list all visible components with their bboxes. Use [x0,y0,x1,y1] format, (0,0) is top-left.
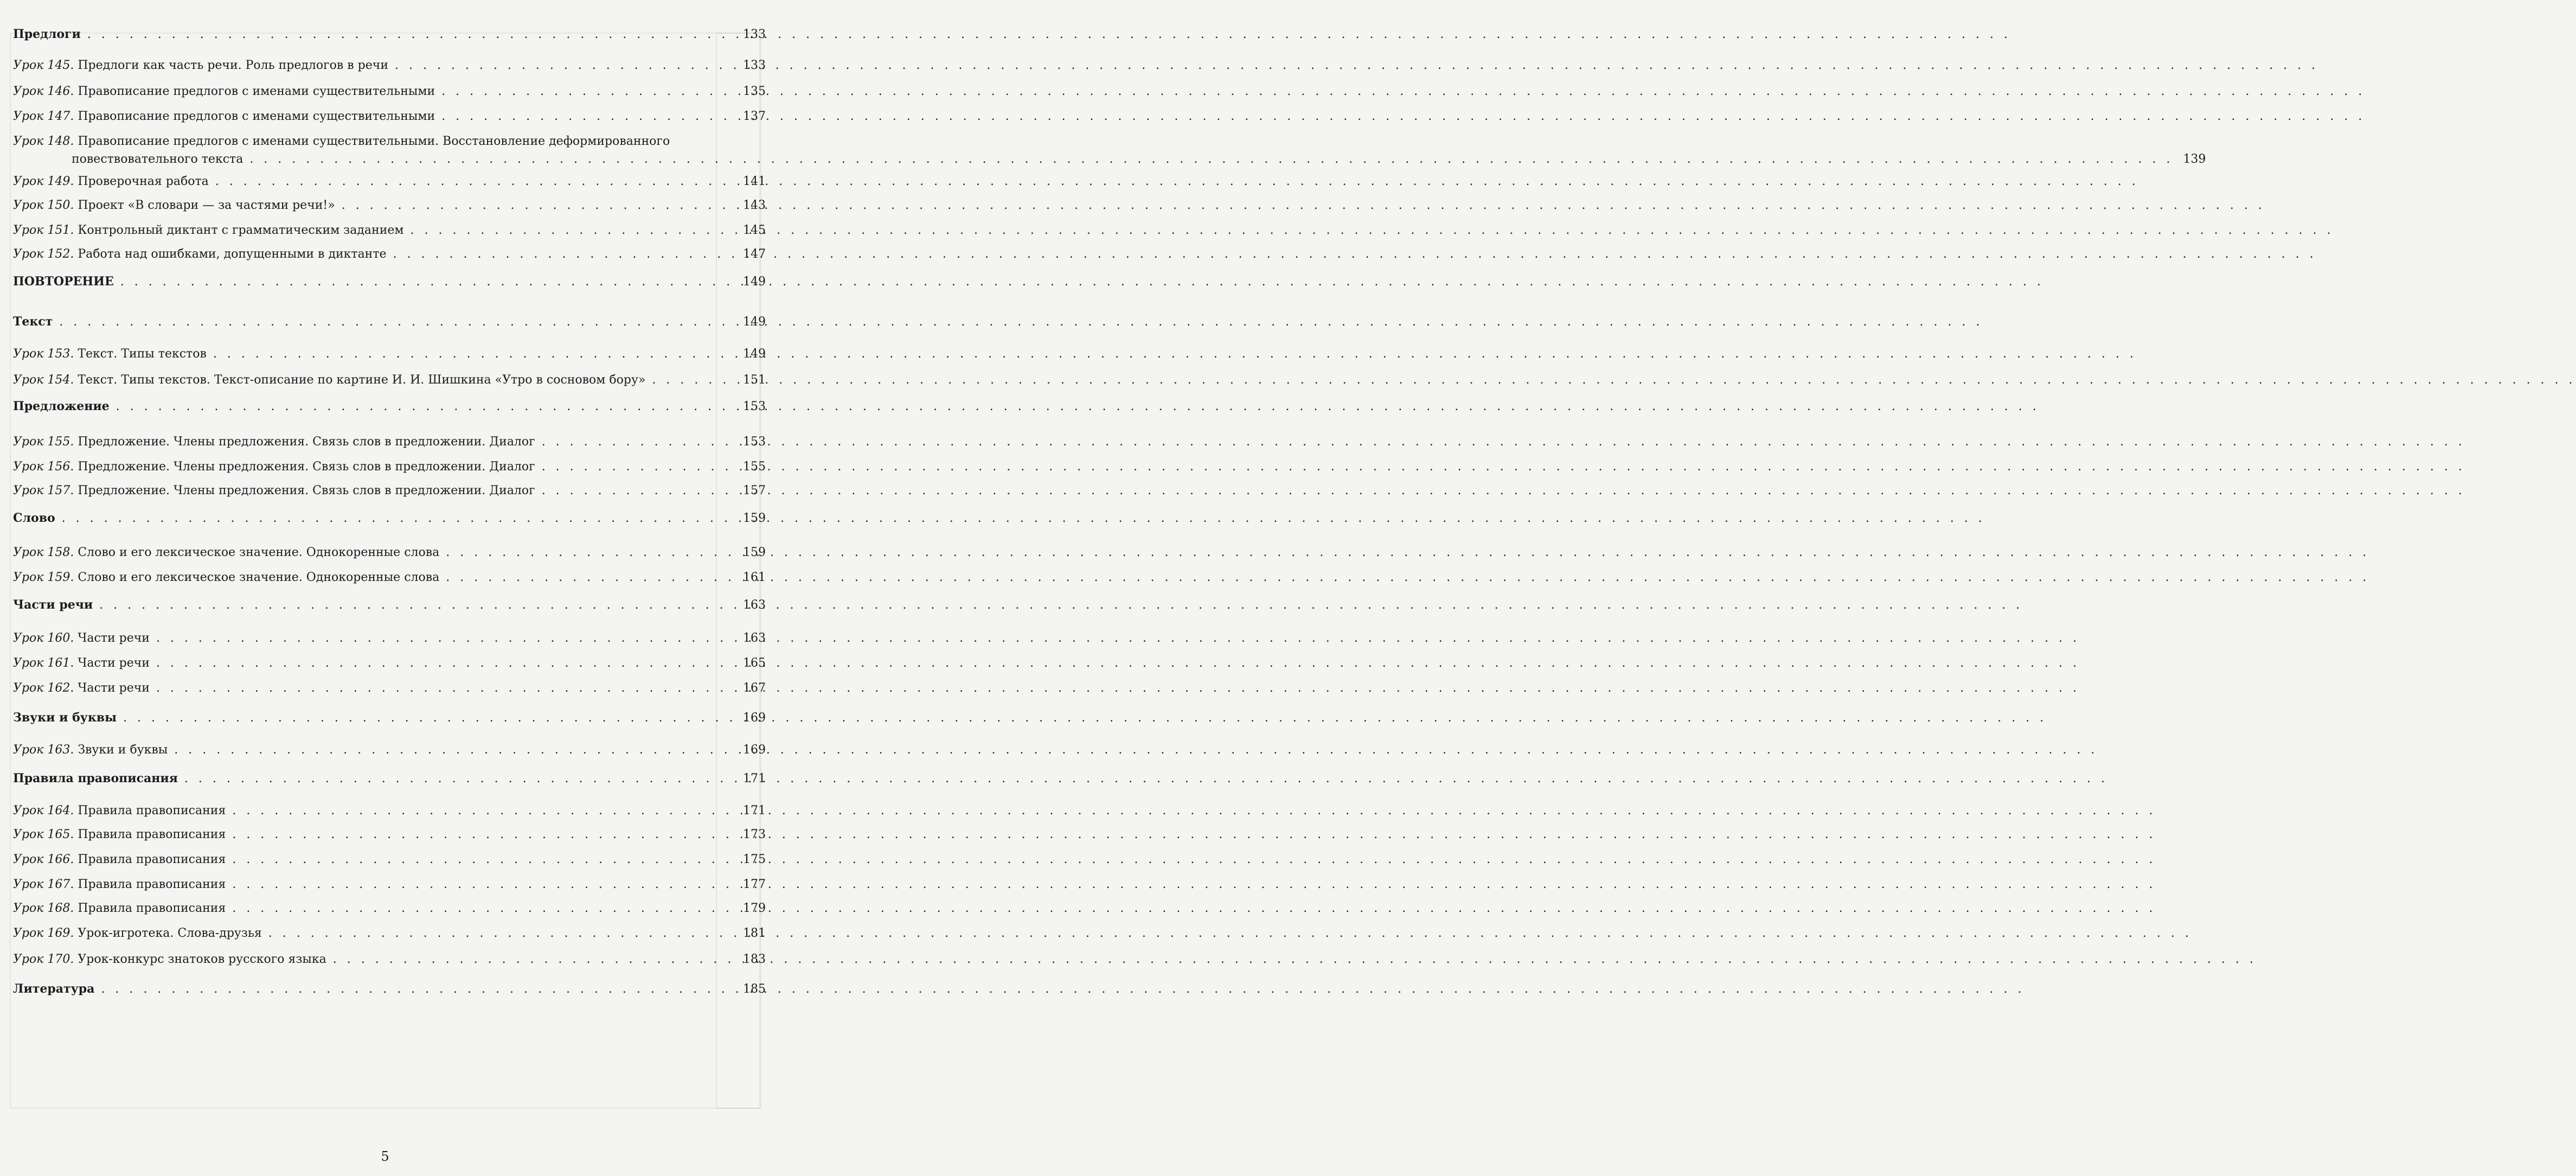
toc-section-row [13,314,766,330]
leader-dots [99,597,2023,613]
toc-page-number: 167 [743,681,766,695]
leader-dots [120,274,2044,290]
toc-lesson-row [13,346,766,362]
toc-section-row [13,273,766,290]
lesson-title: Правописание предлогов с именами существительными [78,110,435,123]
toc-lesson-row [13,570,766,586]
lesson-number: Урок 149. [13,175,74,188]
lesson-number: Урок 147. [13,110,74,123]
lesson-title: Урок-конкурс знатоков русского языка [78,953,326,966]
lesson-number: Урок 154. [13,373,74,387]
toc-lesson-row [13,852,766,868]
lesson-title: Предложение. Члены предложения. Связь слов в предложении. Диалог [78,484,535,497]
leader-dots [156,655,2080,672]
leader-dots [446,545,2369,561]
toc-section-row [13,510,766,527]
lesson-title: Предлоги как часть речи. Роль предлогов в речи [78,59,388,72]
leader-dots [542,483,2465,499]
toc-lesson-row [13,900,766,917]
leader-dots [446,570,2369,586]
section-title: Литература [13,982,95,996]
toc-page-number: 145 [743,223,766,237]
toc-page-number: 169 [743,711,766,725]
toc-page-number: 175 [743,853,766,866]
lesson-title: Правописание предлогов с именами существительными [78,85,435,98]
leader-dots [156,680,2080,696]
lesson-number: Урок 161. [13,656,74,670]
toc-lesson-row [13,459,766,475]
lesson-number: Урок 164. [13,804,74,817]
lesson-title: Правила правописания [78,828,226,841]
toc-lesson-row [13,630,766,647]
lesson-number: Урок 148. [13,135,74,148]
toc-section-row [13,710,766,726]
lesson-number: Урок 166. [13,853,74,866]
toc-lesson-row [13,827,766,843]
lesson-title: Урок-игротека. Слова-друзья [78,926,262,940]
toc-lesson-row [13,372,766,388]
toc-page-number: 171 [743,772,766,785]
toc-page-number: 171 [743,804,766,817]
lesson-title: Текст. Типы текстов. Текст-описание по картине И. И. Шишкина «Утро в сосновом бору» [78,373,646,387]
toc-page-number: 159 [743,512,766,525]
toc-page-number: 141 [743,175,766,188]
toc-page-number: 149 [743,347,766,361]
lesson-title: Части речи [78,631,150,645]
lesson-title: Правила правописания [78,878,226,891]
leader-dots [232,852,2156,868]
lesson-title: Слово и его лексическое значение. Однокоренные слова [78,571,440,584]
lesson-title: Предложение. Члены предложения. Связь слов в предложении. Диалог [78,460,535,474]
lesson-number: Урок 151. [13,223,74,237]
toc-lesson-row [13,57,766,74]
lesson-number: Урок 145. [13,59,74,72]
leader-dots [333,951,2257,968]
lesson-number: Урок 146. [13,85,74,98]
toc-section-row [13,26,766,43]
leader-dots [249,150,2173,168]
lesson-number: Урок 163. [13,743,74,757]
leader-dots [232,827,2156,843]
lesson-title: Правила правописания [78,853,226,866]
leader-dots [441,84,2365,100]
leader-dots [59,314,1983,330]
toc-page-number: 169 [743,743,766,757]
toc-page-number: 161 [743,571,766,584]
toc-lesson-row [13,545,766,561]
toc-section-row [13,597,766,613]
lesson-title: Проект «В словари — за частями речи!» [78,199,335,212]
toc-page-number: 165 [743,656,766,670]
leader-dots [123,710,2047,726]
lesson-number: Урок 152. [13,247,74,261]
leader-dots [232,803,2156,819]
lesson-title: Звуки и буквы [78,743,168,757]
leader-dots [213,346,2137,362]
toc-page-number: 177 [743,878,766,891]
toc-page-number: 153 [743,400,766,413]
leader-dots [268,925,2192,942]
lesson-number: Урок 162. [13,681,74,695]
toc-page-number: 151 [743,373,766,387]
lesson-title-line-1: Правописание предлогов с именами существительными. Восстановление деформированного [78,135,670,148]
leader-dots [215,174,2139,190]
lesson-number: Урок 158. [13,546,74,559]
toc-lesson-row [13,655,766,672]
lesson-number: Урок 153. [13,347,74,361]
toc-page-number: 181 [743,926,766,940]
toc-page-number: 153 [743,435,766,449]
section-title: Звуки и буквы [13,711,117,725]
lesson-title: Правила правописания [78,902,226,915]
leader-dots [542,434,2465,450]
toc-page-number: 133 [743,28,766,41]
leader-dots [411,222,2334,239]
lesson-title-line-2: повествовательного текста [72,152,243,166]
toc-section-row [13,981,766,998]
lesson-title: Части речи [78,681,150,695]
lesson-title: Работа над ошибками, допущенными в диктанте [78,247,387,261]
lesson-number: Урок 168. [13,902,74,915]
section-title: Части речи [13,598,93,612]
leader-dots [62,510,1985,527]
lesson-number: Урок 157. [13,484,74,497]
toc-lesson-row [13,434,766,450]
leader-dots [116,399,2040,415]
toc-page-number: 143 [743,199,766,212]
lesson-number: Урок 156. [13,460,74,474]
toc-lesson-row [13,246,766,263]
toc-page-number: 163 [743,631,766,645]
toc-page-number: 133 [743,59,766,72]
lesson-number: Урок 169. [13,926,74,940]
leader-dots [441,108,2365,125]
toc-lesson-row [13,742,766,758]
toc-page-number: 137 [743,110,766,123]
toc-page-number: 163 [743,598,766,612]
toc-lesson-row [13,108,766,125]
toc-page-number: 149 [743,275,766,289]
lesson-title: Текст. Типы текстов [78,347,207,361]
lesson-number: Урок 165. [13,828,74,841]
toc-lesson-row [13,951,766,968]
section-title: Слово [13,511,55,525]
lesson-number: Урок 170. [13,953,74,966]
section-title: ПОВТОРЕНИЕ [13,274,114,289]
toc-page-number: 155 [743,460,766,474]
leader-dots [156,630,2080,647]
leader-dots [101,981,2024,998]
lesson-title: Контрольный диктант с грамматическим заданием [78,223,404,237]
toc-page-number: 157 [743,484,766,497]
lesson-number: Урок 167. [13,878,74,891]
leader-dots [542,459,2465,475]
leader-dots [342,197,2265,214]
toc-page-number: 173 [743,828,766,841]
toc-page-number: 147 [743,247,766,261]
lesson-title: Предложение. Члены предложения. Связь слов в предложении. Диалог [78,435,535,449]
lesson-number: Урок 160. [13,631,74,645]
toc-lesson-row [13,483,766,499]
toc-lesson-row [13,680,766,696]
section-title: Текст [13,315,53,329]
toc-lesson-row [13,877,766,893]
toc-page-number: 185 [743,982,766,996]
toc-page-number: 183 [743,953,766,966]
toc-lesson-row [13,84,766,100]
leader-dots [232,900,2156,917]
leader-dots [184,771,2108,787]
page-number: 5 [381,1149,389,1164]
leader-dots [652,372,2575,388]
toc-section-row [13,770,766,787]
toc-page-number: 139 [2183,152,2206,166]
section-title: Предлоги [13,27,81,41]
toc-lesson-row [13,174,766,190]
leader-dots [395,57,2318,74]
leader-dots [232,877,2156,893]
leader-dots [174,742,2098,758]
toc-page-number: 179 [743,902,766,915]
lesson-title: Проверочная работа [78,175,209,188]
toc-lesson-row [13,803,766,819]
lesson-number: Урок 159. [13,571,74,584]
toc-page-number: 135 [743,85,766,98]
lesson-number: Урок 155. [13,435,74,449]
lesson-title: Слово и его лексическое значение. Однокоренные слова [78,546,440,559]
toc-lesson-row [13,132,2206,168]
lesson-title: Части речи [78,656,150,670]
leader-dots [393,246,2317,263]
toc-page-number: 159 [743,546,766,559]
toc-page-number: 149 [743,315,766,329]
toc-lesson-row [13,925,766,942]
section-title: Предложение [13,399,110,413]
toc-lesson-row [13,222,766,239]
toc-section-row [13,398,766,415]
lesson-number: Урок 150. [13,199,74,212]
lesson-title: Правила правописания [78,804,226,817]
toc-lesson-row [13,197,766,214]
section-title: Правила правописания [13,771,178,785]
leader-dots [87,27,2011,43]
